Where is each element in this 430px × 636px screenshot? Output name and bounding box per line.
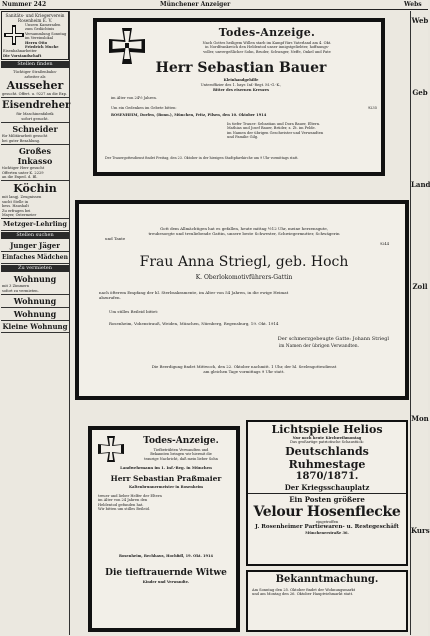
mourner-line: In tiefer Trauer: Sebastian und Dora Bauer, Eltern. [227, 122, 321, 126]
job-title: Eisendreher [2, 100, 71, 112]
job-ad-5 [1, 181, 69, 219]
job-line: sucht Stelle in [2, 199, 29, 204]
feature-line: Der Kriegsschauplatz [284, 482, 370, 492]
club-text-line: zum Gedächtnis [25, 27, 55, 32]
rent-ad-3 [1, 308, 69, 321]
job-ad-2 [1, 98, 69, 123]
intro-line: treubesorgte und treuliebende Gattin, unsere beste Schwester, Schwiegermutter, Schwägerin [148, 231, 340, 237]
notice-number: 9244 [379, 242, 389, 246]
rent-ad-1 [1, 273, 69, 295]
job-line: Mayer, Ostermeier [2, 212, 37, 217]
deceased-unit: Landwehrmann im 1. Inf.-Reg. in München [120, 465, 212, 470]
mourner-line: und Familie Gilg. [227, 135, 259, 140]
closing-line: Die tieftrauernde Witwe [105, 568, 227, 578]
feature-detail: Ein Posten größere [289, 494, 365, 504]
edge-heading: Web [411, 16, 429, 25]
deceased-name: Herr Sebastian Praßmaier [110, 474, 222, 483]
feature-title: Deutschlands Ruhmestage [285, 444, 369, 471]
job-line: an die Exped. d. Bl. [2, 174, 38, 179]
edge-heading: Zoll [412, 282, 428, 291]
club-notice [1, 11, 69, 60]
feature-years: 1870/1871. [295, 470, 359, 482]
prayer-request: Um stilles Beileid bittet: [109, 309, 159, 314]
deceased-name: Herr Sebastian Bauer [155, 60, 327, 76]
shop-address: Münchenerstraße 36. [305, 531, 349, 536]
job-line: für Maschinenfabrik [16, 112, 54, 117]
announcement-ad [246, 570, 408, 632]
death-notice-striegl [75, 200, 409, 400]
notice-intro [87, 226, 401, 242]
notice-title: Todes-Anzeige. [143, 436, 219, 446]
intro-line: voller, unvergeßlicher Sohn, Bruder, Schwager, Neffe, Onkel und Pate [203, 49, 331, 54]
deceased-role: Kaltenbrunnermeister in Rosenheim [129, 485, 203, 489]
job-title: Metzger-Lehrling [3, 220, 67, 229]
intro-line: in Nordfrankreich den Heldentod unser innigstgeliebter, hoffnungs- [205, 45, 329, 50]
closing-line-2: Kinder und Verwandte. [142, 580, 190, 584]
detail-line: nach öfterem Empfang der hl. Sterbsakramente, im Alter von 54 Jahren, in die ewige Heimat [99, 290, 289, 295]
club-line: Rosenheim E. V. [17, 18, 53, 23]
notice-footer: Der Trauergottesdienst findet Freitag, den 23. Oktober in der hiesigen Stadtpfarrkirche um 9 Uhr vormittags statt. [105, 156, 299, 160]
deceased-age: im Alter von 24½ Jahren. [111, 96, 157, 100]
announcement-line: Am Sonntag den 25. Oktober findet der Wohnungsmarkt [252, 588, 356, 592]
job-detail: gesucht. Offert. u. 9227 an die Exp. [2, 92, 68, 97]
rent-ad-2 [1, 295, 69, 308]
page-number: Nummer 242 [2, 1, 47, 8]
notice-place: ROSENHEIM, Dorfen, (Bonn.), München, Fritz, Pilsen, den 10. Oktober 1914 [111, 113, 267, 117]
job-title: Schneider [12, 124, 58, 135]
prayer-request: Um ein Gedenken im Gebete bitten: [111, 106, 177, 110]
section-rent: Zu vermieten [1, 265, 69, 272]
announcement-text [248, 586, 406, 599]
notice-number: 9235 [367, 106, 377, 110]
right-header: Webs [404, 1, 422, 8]
notice-title: Todes-Anzeige. [218, 26, 316, 39]
job-ad-1 [1, 69, 69, 98]
notice-place: Rosenheim, Bechhaus, Hochfidl, 19. Okt. 1914 [119, 554, 213, 558]
left-column [1, 11, 70, 635]
relatives-line: im Namen der übrigen Verwandten. [278, 344, 359, 349]
death-notice-bauer [93, 18, 385, 176]
iron-cross-icon [98, 436, 124, 462]
announcement-title: Bekanntmachung. [275, 574, 379, 585]
notice-intro [153, 41, 381, 54]
deceased-honor: Ritter des eisernen Kreuzes [212, 88, 270, 92]
cinema-ad [246, 420, 408, 566]
announcement-line: und am Montag den 26. Oktober Hauptviehmarkt statt. [252, 592, 354, 597]
shop-name: J. Rosenheimer Partiewaren- u. Restegeschäft [255, 524, 399, 531]
rent-title: Wohnung [13, 296, 57, 307]
mourner-line: im Namen der übrigen Geschwister und Verwandten [227, 130, 324, 135]
job-line: tüchtiger Herr gesucht [2, 166, 45, 171]
job-ad-3 [1, 123, 69, 145]
velour-headline: Velour Hosenflecke [253, 503, 401, 520]
intro-line: Gott dem Allmächtigen hat es gefallen, heute mittag ½12 Uhr, meine herzensgute, [159, 226, 329, 231]
job-line: Offerten unter K. 2229 [2, 170, 44, 175]
job-line: Tüchtiger Straßenbahn- [13, 70, 57, 75]
club-text-line: Eisenbahnarbeiter [3, 49, 37, 54]
notice-intro [126, 448, 236, 461]
iron-cross-icon [4, 25, 24, 45]
text-line: Heldentod gefunden hat. [98, 502, 144, 507]
job-line: arbeiter als [24, 74, 46, 79]
job-title: Ausseher [6, 79, 64, 93]
job-title: Einfaches Mädchen [2, 254, 68, 262]
rent-title: Wohnung [13, 309, 57, 320]
masthead: Münchener Anzeiger [160, 1, 231, 8]
job-line: sofort gesucht. [21, 116, 49, 121]
rent-line: sofort zu vermieten. [2, 288, 39, 293]
job-ad-6 [1, 219, 69, 231]
deceased-name: Frau Anna Striegl, geb. Hoch [139, 254, 349, 270]
header-rule [0, 9, 428, 10]
edge-heading: Land [411, 180, 430, 189]
section-seek: Stellen suchen [1, 232, 69, 239]
deceased-role: K. Oberlokomotivführers-Gattin [195, 274, 293, 281]
club-text-line: im Vereinslokal [25, 36, 54, 41]
husband-line: Der schmerzgebeugte Gatte: Johann Striegl [277, 336, 389, 342]
cinema-line: Das großartige patriotische Schaustück: [290, 440, 364, 445]
job-ad-7 [1, 240, 69, 252]
text-line: treuer und lieber Helfer der Eltern [98, 494, 162, 498]
job-line: Zu erfragen bei [2, 208, 31, 213]
job-title: Großes Inkasso [17, 146, 53, 167]
notice-footer [87, 364, 401, 374]
edge-heading: Mon [411, 414, 429, 423]
job-title: Köchin [13, 182, 57, 196]
intro-line: traurige Nachricht, daß mein lieber Sohn [144, 456, 218, 461]
cinema-sub: Nur noch heute Kirchweihmontag [292, 436, 362, 440]
intro-line: Tiefbetrübten Verwandten und [153, 448, 209, 452]
intro-line: Nach Gottes heiligem Willen starb im Kampf fürs Vaterland am 4. Okt. [202, 41, 332, 45]
job-line: für Militärarbeit gesucht [2, 134, 48, 139]
notice-details [99, 290, 399, 300]
page-header [0, 0, 428, 9]
deceased-occupation: Kleinhandgehilfe [223, 78, 259, 82]
mourner-line: Mathias und Josef Bauer, Brüder, z. Zt. im Felde. [227, 126, 316, 131]
job-ad-4 [1, 145, 69, 181]
section-jobs: Stellen finden [1, 61, 69, 68]
rent-ad-4 [1, 321, 69, 333]
death-notice-prassmaier [88, 426, 240, 632]
cinema-title: Lichtspiele Helios [271, 423, 383, 436]
job-line: bess. Haushalt [2, 204, 29, 209]
intro-line: Bekannten bringen wir hiermit die [150, 452, 212, 457]
club-text-line: Die Vorstandschaft [3, 53, 42, 58]
club-text-line: Unsern Kameraden [25, 23, 61, 27]
text-line: Wir bitten um stilles Beileid. [98, 507, 151, 512]
detail-line: abzurufen. [99, 295, 121, 301]
deceased-unit: Unteroffizier des 1. bayr. Inf.-Regt. M.-G.-K., [200, 83, 282, 87]
club-text-line: Herrn Otto Friedrich Muche [25, 40, 59, 50]
club-line: Sanitäts- und Kriegerverein [5, 13, 65, 18]
footer-line: am gleichen Tage vormittags 9 Uhr statt. [203, 369, 285, 374]
notice-place: Rosenheim, Vohenstrauß, Weiden, München, Nürnberg, Regensburg, 19. Okt. 1914 [109, 321, 279, 326]
rent-line: mit 3 Zimmern [2, 284, 30, 289]
text-line: im Alter von 24 Jahren den [98, 498, 148, 503]
footer-line: Die Beerdigung findet Mittwoch, den 22. Oktober nachmitt. 1 Uhr, der hl. Seelengottesdienst [151, 364, 337, 369]
iron-cross-icon [109, 28, 145, 64]
rent-title: Kleine Wohnung [2, 322, 68, 332]
rent-title: Wohnung [13, 274, 57, 285]
club-text-line: Versammlung Sonntag [25, 31, 67, 36]
right-column-edge [410, 11, 429, 635]
job-title: Junger Jäger [10, 241, 60, 251]
job-line: mit langj. Zeugnissen [2, 195, 42, 200]
edge-heading: Kurs [411, 526, 430, 535]
job-ad-8 [1, 252, 69, 264]
notice-text [98, 494, 234, 512]
edge-heading: Geb [412, 88, 428, 97]
mourners [227, 122, 379, 140]
velour-sub: eingetroffen [315, 519, 339, 524]
intro-line: und Tante [105, 236, 126, 242]
job-line: bei guter Bezahlung. [2, 138, 41, 143]
